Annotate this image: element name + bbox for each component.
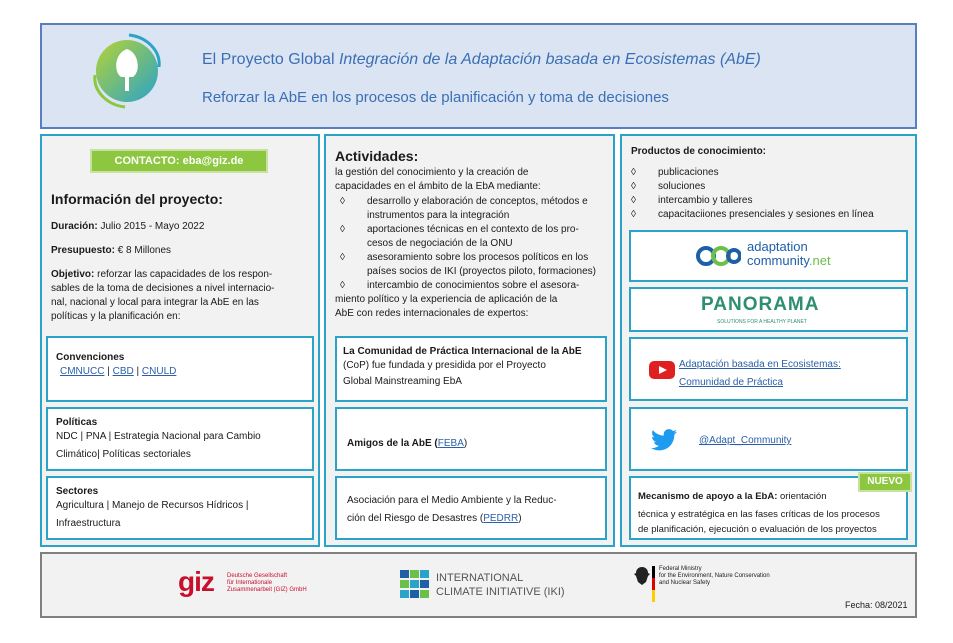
list-item: ◊ asesoramiento sobre los procesos políticos en los países socios de IKI (proyectos piloto, formaciones) <box>335 251 615 279</box>
german-flag-bar <box>652 566 655 602</box>
iki-name: INTERNATIONAL CLIMATE INITIATIVE (IKI) <box>436 572 565 598</box>
adaptation-community-icon <box>695 245 741 267</box>
products-heading: Productos de conocimiento: <box>631 146 767 157</box>
feba-box: Amigos de la AbE (FEBA) <box>335 407 607 471</box>
contact-badge[interactable]: CONTACTO: eba@giz.de <box>90 149 268 173</box>
list-item: ◊ intercambio de conocimientos sobre el asesora- <box>335 279 615 293</box>
link-pedrr[interactable]: PEDRR <box>483 513 519 524</box>
new-badge: NUEVO <box>858 472 912 492</box>
iki-logo-icon <box>400 570 430 598</box>
project-info-column <box>40 134 320 547</box>
list-item: ◊ publicaciones <box>626 166 911 180</box>
pedrr-box: Asociación para el Medio Ambiente y la Reduc- ción del Riesgo de Desastres (PEDRR) <box>335 476 607 540</box>
conventions-label: Convenciones <box>56 352 125 363</box>
list-item: ◊ soluciones <box>626 180 911 194</box>
link-feba[interactable]: FEBA <box>437 438 464 449</box>
date-label: Fecha: 08/2021 <box>845 600 908 610</box>
giz-full-name: Deutsche Gesellschaft für Internationale Zusammenarbeit (GIZ) GmbH <box>227 573 307 593</box>
tree-hands-logo-icon <box>87 31 167 111</box>
federal-eagle-icon <box>634 566 650 586</box>
mechanism-box: Mecanismo de apoyo a la EbA: orientación técnica y estratégica en las fases críticas de los procesos de planificación, ejecución o evaluación de los proyectos <box>629 476 908 540</box>
youtube-box <box>629 337 908 401</box>
sectors-box: Sectores Agricultura | Manejo de Recursos Hídricos | Infraestructura <box>46 476 314 540</box>
twitter-icon[interactable] <box>651 429 677 451</box>
activities-column <box>324 134 615 547</box>
footer-logos <box>40 552 917 618</box>
policies-box: Políticas NDC | PNA | Estrategia Nacional para Cambio Climático| Políticas sectoriales <box>46 407 314 471</box>
policies-label: Políticas <box>56 417 98 428</box>
conventions-box: Convenciones CMNUCC | CBD | CNULD <box>46 336 314 402</box>
link-cbd[interactable]: CBD <box>112 366 134 377</box>
panorama-logo[interactable]: PANORAMA SOLUTIONS FOR A HEALTHY PLANET <box>629 287 908 332</box>
page-subtitle: Reforzar la AbE en los procesos de planificación y toma de decisiones <box>202 89 669 106</box>
cop-box: La Comunidad de Práctica Internacional de la AbE (CoP) fue fundada y presidida por el Proyecto Global Mainstreaming EbA <box>335 336 607 402</box>
knowledge-products-column <box>620 134 917 547</box>
activities-list <box>335 195 615 293</box>
budget-line: Presupuesto: € 8 Millones <box>51 245 172 256</box>
list-item: ◊ desarrollo y elaboración de conceptos, métodos e instrumentos para la integración <box>335 195 615 223</box>
youtube-link[interactable]: Adaptación basada en Ecosistemas: Comunidad de Práctica <box>679 359 841 388</box>
activities-continuation: miento político y la experiencia de aplicación de la AbE con redes internacionales de expertos: <box>335 294 558 319</box>
activities-heading: Actividades: <box>335 148 419 164</box>
project-info-heading: Información del proyecto: <box>51 191 223 207</box>
link-cmnucc[interactable]: CMNUCC <box>60 366 105 377</box>
adaptation-community-logo[interactable]: adaptation community.net <box>629 230 908 282</box>
list-item: ◊ intercambio y talleres <box>626 194 911 208</box>
sectors-label: Sectores <box>56 486 99 497</box>
activities-intro: la gestión del conocimiento y la creación de capacidades en el ámbito de la EbA mediante: <box>335 167 541 192</box>
products-list <box>626 166 911 222</box>
link-cnuld[interactable]: CNULD <box>141 366 177 377</box>
page-title: El Proyecto Global Integración de la Adaptación basada en Ecosistemas (AbE) <box>202 51 761 68</box>
twitter-link[interactable]: @Adapt_Community <box>699 435 792 446</box>
header-banner <box>40 23 917 129</box>
list-item: ◊ capacitaciiones presenciales y sesiones en línea <box>626 208 911 222</box>
twitter-box <box>629 407 908 471</box>
youtube-icon[interactable] <box>649 361 675 379</box>
giz-logo: giz <box>178 566 214 597</box>
objective-text: Objetivo: reforzar las capacidades de los respon- sables de la toma de decisiones a nivel internacio- nal, nacional y local para integrar la AbE en las políticas y la planificación en: <box>51 269 275 322</box>
list-item: ◊ aportaciones técnicas en el contexto de los pro- cesos de negociación de la ONU <box>335 223 615 251</box>
bmu-name: Federal Ministry for the Environment, Nature Conservation and Nuclear Safety <box>659 566 770 586</box>
duration-line: Duración: Julio 2015 - Mayo 2022 <box>51 221 205 232</box>
